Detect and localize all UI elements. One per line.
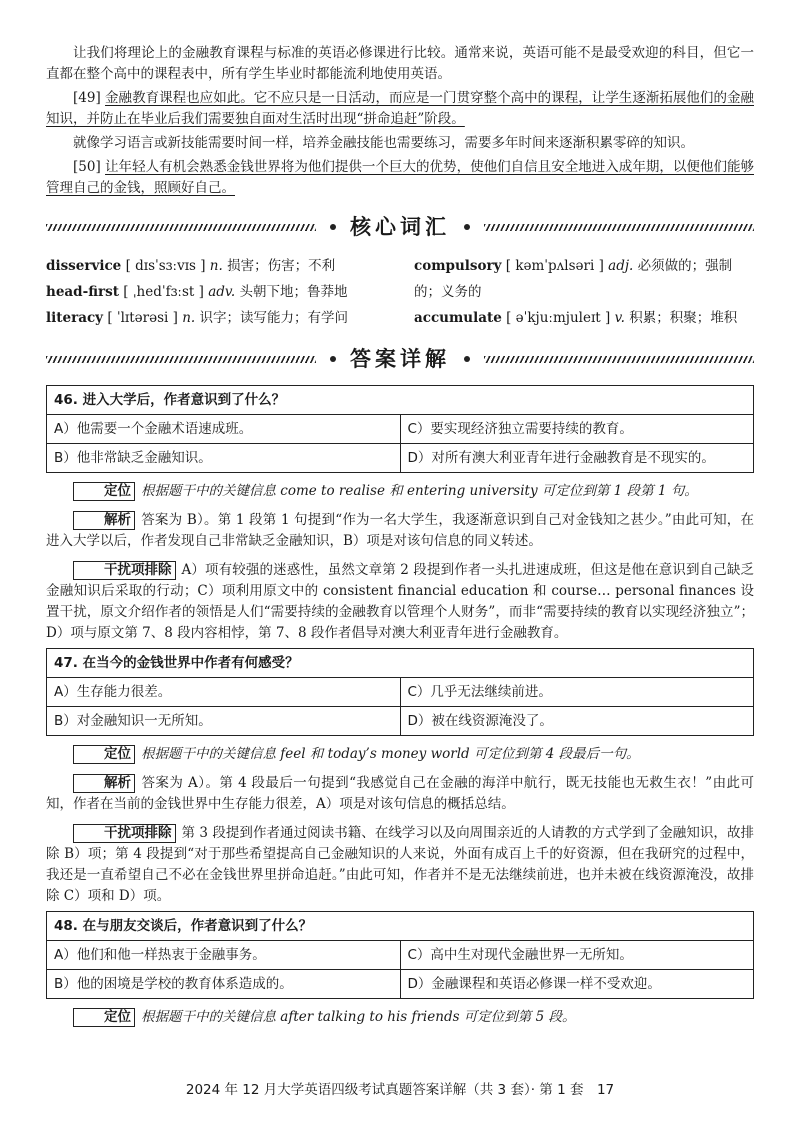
distractor-tag: 干扰项排除 (73, 824, 176, 843)
underlined-sentence: 金融教育课程也应如此。它不应只是一日活动，而应是一门贯穿整个高中的课程，让学生逐渐拓展他们的金融知识，并防止在毕业后我们需要独自面对生活时出现“拼命追赶”阶段。 (46, 90, 754, 127)
vocab-section-header (46, 205, 754, 249)
vocab-phonetic: [ kəmˈpʌlsəri ] (505, 258, 604, 274)
locate-text: 根据题干中的关键信息 come to realise 和 entering university 可定位到第 1 段第 1 句。 (141, 483, 698, 499)
vocab-column-right (400, 253, 754, 331)
distractor-text: A）项有较强的迷惑性，虽然文章第 2 段提到作者一头扎进速成班，但这是他在意识到自己缺乏金融知识后采取的行动；C）项利用原文中的 consistent financial education 和 course… personal finances 设置干扰，原文介绍作者的领悟是人们“需要持续的金融教育以管理个人财务”，而非“需要持续的教育以实现经济独立”；D）项与原文第 7、8 段内容相悖，第 7、8 段作者倡导对澳大利亚青年进行金融教育。 (46, 562, 754, 641)
option-d: D）被在线资源淹没了。 (400, 707, 754, 736)
vocab-meaning: 积累；积聚；堆积 (629, 310, 738, 326)
section-title: 答案详解 (350, 346, 450, 371)
option-a: A）他需要一个金融术语速成班。 (47, 415, 401, 444)
vocab-entry (46, 279, 400, 305)
option-c: C）几乎无法继续前进。 (400, 678, 754, 707)
underlined-sentence: 让年轻人有机会熟悉金钱世界将为他们提供一个巨大的优势，使他们自信且安全地进入成年期，以便他们能够管理自己的金钱，照顾好自己。 (46, 159, 754, 196)
locate-tag: 定位 (73, 482, 135, 501)
option-d: D）对所有澳大利亚青年进行金融教育是不现实的。 (400, 444, 754, 473)
question-table (46, 385, 754, 473)
translation-paragraph: 就像学习语言或新技能需要时间一样，培养金融技能也需要练习，需要多年时间来逐渐积累零碎的知识。 (73, 135, 694, 151)
vocab-column-left (46, 253, 400, 331)
bullet-icon (330, 356, 336, 362)
option-b: B）他的困境是学校的教育体系造成的。 (47, 970, 401, 999)
locate-paragraph (46, 481, 754, 502)
vocab-pos: adj. (608, 258, 634, 274)
option-a: A）生存能力很差。 (47, 678, 401, 707)
translation-paragraph (46, 157, 754, 199)
vocab-pos: adv. (208, 284, 236, 300)
vocab-entry (46, 305, 400, 331)
distractor-paragraph (46, 823, 754, 907)
sentence-number: [49] (73, 90, 101, 106)
vocab-phonetic: [ əˈkjuːmjuleɪt ] (506, 310, 611, 326)
vocab-word: literacy (46, 310, 104, 326)
vocab-word: accumulate (414, 310, 502, 326)
vocab-pos: v. (614, 310, 625, 326)
vocab-meaning: 头朝下地；鲁莽地 (239, 284, 348, 300)
translation-block (46, 0, 754, 199)
vocab-list (46, 253, 754, 331)
vocab-phonetic: [ ˈlɪtərəsi ] (107, 310, 178, 326)
vocab-entry (414, 305, 754, 331)
hatch-divider (484, 224, 754, 231)
analysis-tag: 解析 (73, 511, 135, 530)
question-stem: 46. 进入大学后，作者意识到了什么？ (47, 386, 754, 415)
translation-paragraph: 让我们将理论上的金融教育课程与标准的英语必修课进行比较。通常来说，英语可能不是最受欢迎的科目，但它一直都在整个高中的课程表中，所有学生毕业时都能流利地使用英语。 (46, 45, 754, 82)
locate-text: 根据题干中的关键信息 after talking to his friends 可定位到第 5 段。 (141, 1009, 576, 1025)
hatch-divider (484, 356, 754, 363)
vocab-meaning: 损害；伤害；不利 (227, 258, 336, 274)
distractor-paragraph (46, 560, 754, 644)
vocab-word: head-first (46, 284, 119, 300)
sentence-number: [50] (73, 159, 101, 175)
vocab-pos: n. (209, 258, 223, 274)
analysis-tag: 解析 (73, 774, 135, 793)
vocab-word: compulsory (414, 258, 502, 274)
question-table (46, 648, 754, 736)
option-b: B）他非常缺乏金融知识。 (47, 444, 401, 473)
answer-section-header (46, 337, 754, 381)
option-b: B）对金融知识一无所知。 (47, 707, 401, 736)
question-stem: 48. 在与朋友交谈后，作者意识到了什么？ (47, 912, 754, 941)
vocab-word: disservice (46, 258, 122, 274)
option-a: A）他们和他一样热衷于金融事务。 (47, 941, 401, 970)
vocab-entry (414, 253, 754, 305)
vocab-pos: n. (182, 310, 196, 326)
vocab-entry (46, 253, 400, 279)
analysis-text: 答案为 B）。第 1 段第 1 句提到“作为一名大学生，我逐渐意识到自己对金钱知之甚少。”由此可知，在进入大学以后，作者发现自己非常缺乏金融知识，B）项是对该句信息的同义转述。 (46, 512, 754, 549)
hatch-divider (46, 356, 316, 363)
vocab-phonetic: [ dɪsˈsɜːvɪs ] (125, 258, 206, 274)
analysis-paragraph (46, 773, 754, 815)
question-table (46, 911, 754, 999)
translation-paragraph (46, 88, 754, 130)
option-d: D）金融课程和英语必修课一样不受欢迎。 (400, 970, 754, 999)
analysis-paragraph (46, 510, 754, 552)
question-stem: 47. 在当今的金钱世界中作者有何感受？ (47, 649, 754, 678)
vocab-phonetic: [ ˌhedˈfɜːst ] (123, 284, 204, 300)
locate-tag: 定位 (73, 745, 135, 764)
hatch-divider (46, 224, 316, 231)
distractor-text: 第 3 段提到作者通过阅读书籍、在线学习以及向周围亲近的人请教的方式学到了金融知识，故排除 B）项；第 4 段提到“对于那些希望提高自己金融知识的人来说，外面有成百上千的好资源，但在我研究的过程中，我还是一直希望自己不必在金钱世界里拼命追赶。”由此可知，作者并不是无法继续前进，也并未被在线资源淹没，故排除 C）项和 D）项。 (46, 825, 754, 904)
bullet-icon (464, 224, 470, 230)
locate-paragraph (46, 744, 754, 765)
locate-text: 根据题干中的关键信息 feel 和 today’s money world 可定位到第 4 段最后一句。 (141, 746, 640, 762)
option-c: C）要实现经济独立需要持续的教育。 (400, 415, 754, 444)
option-c: C）高中生对现代金融世界一无所知。 (400, 941, 754, 970)
vocab-meaning: 必须做的；强制的；义务的 (414, 258, 733, 300)
bullet-icon (464, 356, 470, 362)
bullet-icon (330, 224, 336, 230)
locate-paragraph (46, 1007, 754, 1028)
analysis-text: 答案为 A）。第 4 段最后一句提到“我感觉自己在金融的海洋中航行，既无技能也无救生衣！”由此可知，作者在当前的金钱世界中生存能力很差，A）项是对该句信息的概括总结。 (46, 775, 754, 812)
section-title: 核心词汇 (350, 214, 450, 239)
locate-tag: 定位 (73, 1008, 135, 1027)
vocab-meaning: 识字；读写能力；有学问 (199, 310, 348, 326)
page-footer: 2024 年 12 月大学英语四级考试真题答案详解（共 3 套）· 第 1 套 17 (185, 1082, 615, 1098)
distractor-tag: 干扰项排除 (73, 561, 176, 580)
